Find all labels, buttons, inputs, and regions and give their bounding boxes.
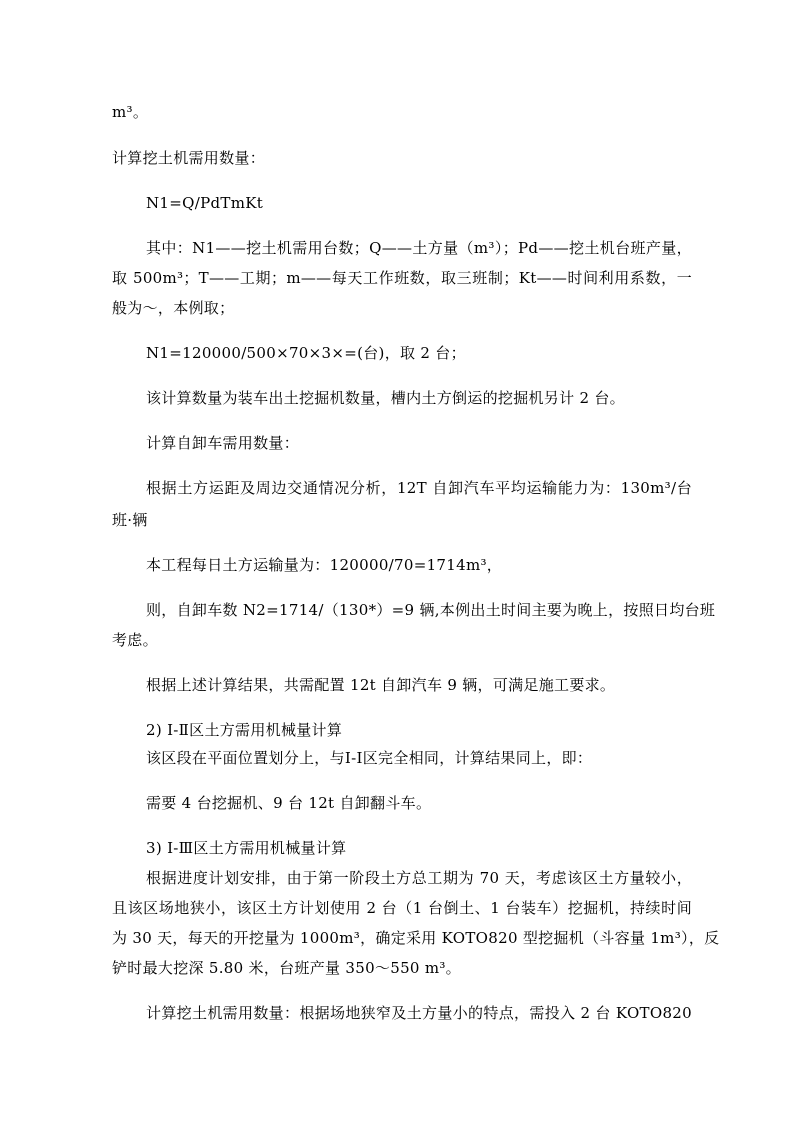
text-line-24: 计算挖土机需用数量：根据场地狭窄及土方量小的特点，需投入 2 台 KOTO820: [146, 1004, 692, 1022]
text-line-10: 根据土方运距及周边交通情况分析，12T 自卸汽车平均运输能力为：130m³/台: [146, 479, 692, 497]
text-line-20: 根据进度计划安排，由于第一阶段土方总工期为 70 天，考虑该区土方量较小，: [146, 869, 692, 887]
text-line-6: 般为～，本例取；: [112, 299, 235, 317]
text-line-1: m³。: [112, 103, 149, 121]
text-line-12: 本工程每日土方运输量为：120000/70=1714m³，: [146, 556, 503, 574]
text-line-21: 且该区场地狭小，该区土方计划使用 2 台（1 台倒土、1 台装车）挖掘机，持续时间: [112, 899, 692, 917]
text-line-23: 铲时最大挖深 5.80 米，台班产量 350～550 m³。: [112, 959, 461, 977]
text-line-11: 班·辆: [112, 511, 148, 529]
section-heading-3: 3) Ⅰ-Ⅲ区土方需用机械量计算: [146, 839, 347, 857]
text-line-18: 需要 4 台挖掘机、9 台 12t 自卸翻斗车。: [146, 794, 432, 812]
text-line-4: 其中：N1——挖土机需用台数；Q——土方量（m³）；Pd——挖土机台班产量，: [146, 239, 692, 257]
text-line-2: 计算挖土机需用数量：: [112, 149, 266, 167]
text-line-14: 考虑。: [112, 631, 158, 649]
text-line-22: 为 30 天，每天的开挖量为 1000m³，确定采用 KOTO820 型挖掘机（斗容量 1m³），反: [112, 929, 720, 947]
text-line-17: 该区段在平面位置划分上，与Ⅰ-Ⅰ区完全相同，计算结果同上，即：: [146, 749, 593, 767]
text-line-9: 计算自卸车需用数量：: [146, 434, 300, 452]
text-line-8: 该计算数量为装车出土挖掘机数量，槽内土方倒运的挖掘机另计 2 台。: [146, 389, 625, 407]
formula-n1-calc: N1=120000/500×70×3×=(台)，取 2 台；: [146, 344, 466, 362]
text-line-13: 则，自卸车数 N2=1714/（130*）=9 辆,本例出土时间主要为晚上，按照日均台班: [146, 601, 716, 619]
text-line-15: 根据上述计算结果，共需配置 12t 自卸汽车 9 辆，可满足施工要求。: [146, 676, 616, 694]
section-heading-2: 2) Ⅰ-Ⅱ区土方需用机械量计算: [146, 721, 343, 739]
formula-n1: N1=Q/PdTmKt: [146, 194, 264, 212]
text-line-5: 取 500m³；T——工期；m——每天工作班数，取三班制；Kt——时间利用系数，一: [112, 269, 692, 287]
